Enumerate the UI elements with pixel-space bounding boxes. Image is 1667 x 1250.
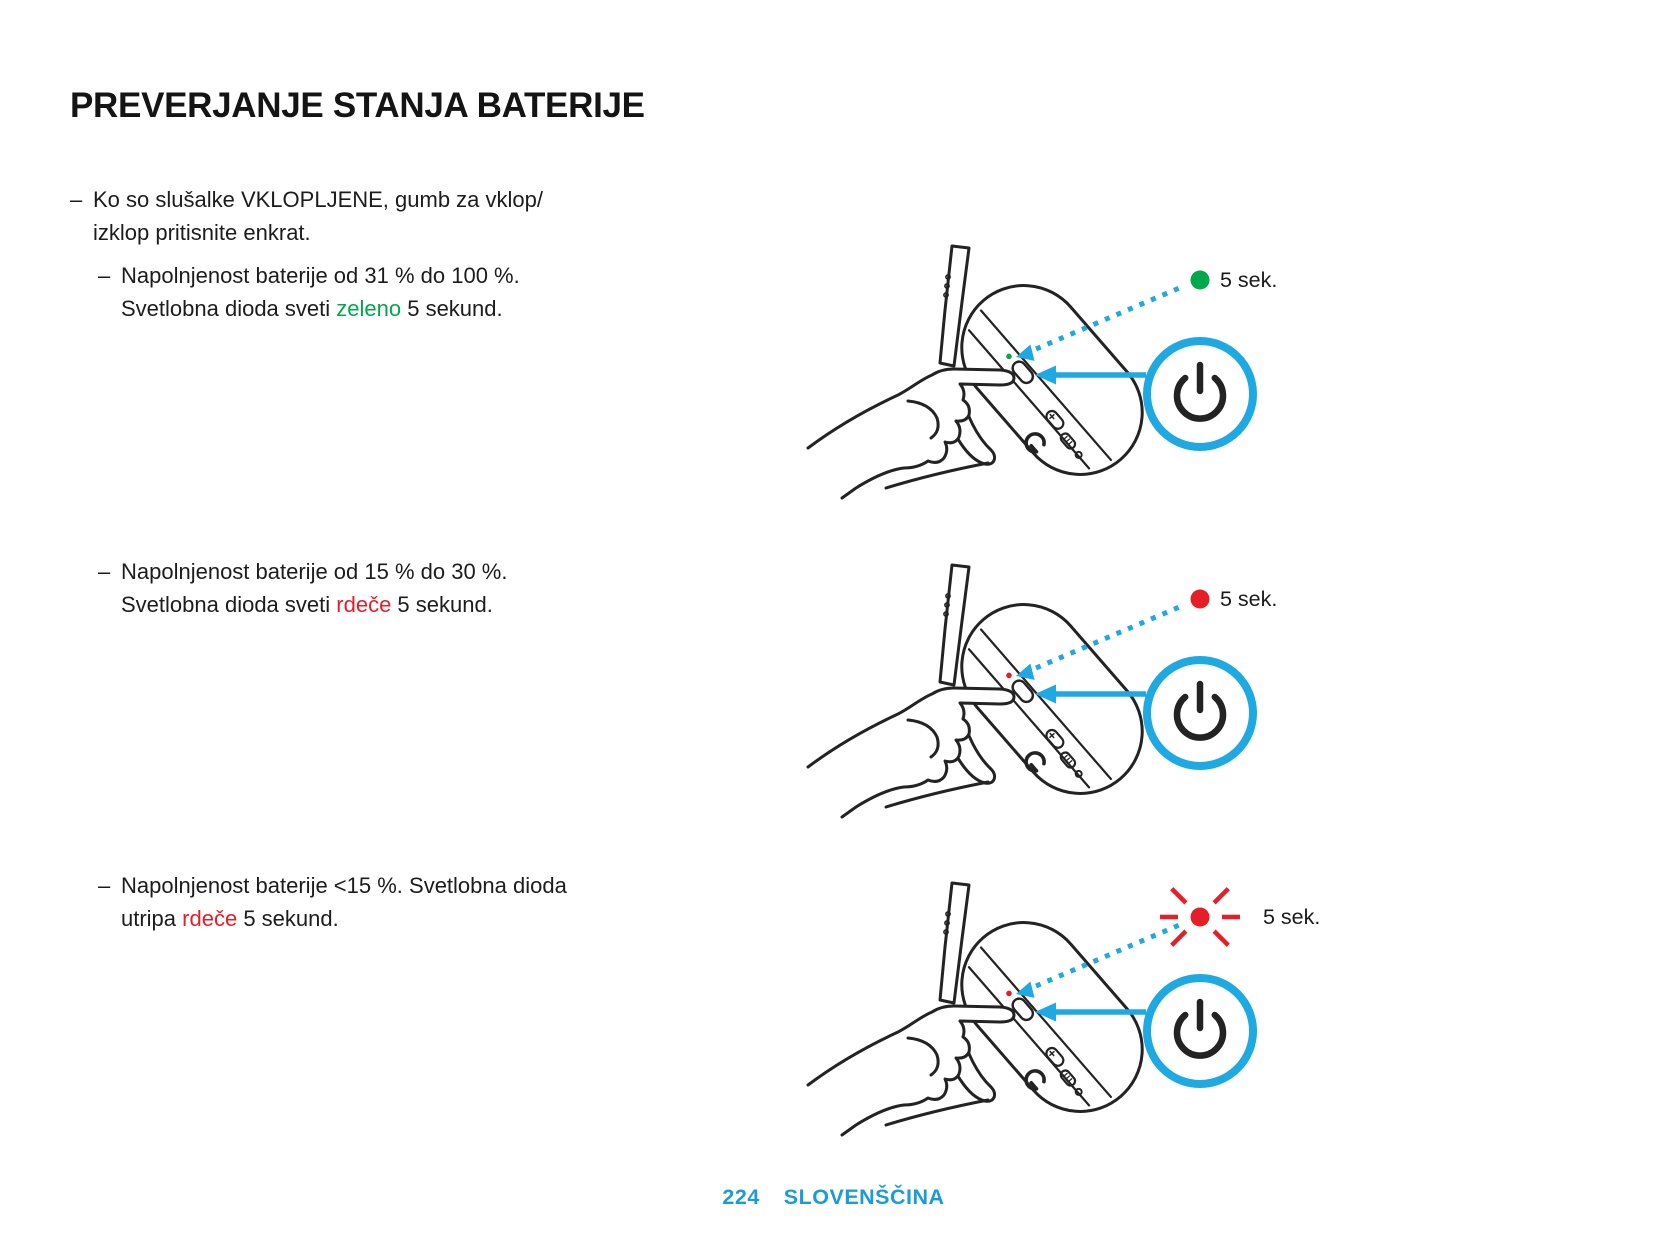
page-title: PREVERJANJE STANJA BATERIJE: [70, 86, 645, 126]
bullet-marker: –: [98, 263, 111, 288]
instruction-battery-below-15: [98, 869, 567, 935]
bullet-text: Napolnjenost baterije od 15 % do 30 %. Svetlobna dioda sveti rdeče 5 sekund.: [121, 559, 508, 617]
headset-figure-svg: [790, 857, 1350, 1147]
language-label: SLOVENŠČINA: [783, 1185, 945, 1209]
instruction-battery-15-30: [98, 555, 507, 621]
figure-battery-31-100: [790, 220, 1350, 510]
page-number: 224: [722, 1185, 760, 1209]
footer: [0, 1185, 1667, 1210]
bullet-text: Napolnjenost baterije <15 %. Svetlobna dioda utripa rdeče 5 sekund.: [121, 873, 567, 931]
instruction-battery-31-100: [98, 259, 520, 325]
bullet-text: Ko so slušalke VKLOPLJENE, gumb za vklop/ izklop pritisnite enkrat.: [93, 187, 543, 245]
instruction-main: [70, 183, 543, 249]
duration-label: 5 sek.: [1220, 268, 1278, 292]
figure-battery-below-15: [790, 857, 1350, 1147]
bullet-marker: –: [70, 187, 83, 212]
headset-figure-svg: [790, 220, 1350, 510]
bullet-marker: –: [98, 873, 111, 898]
headset-figure-svg: [790, 539, 1350, 829]
duration-label: 5 sek.: [1220, 587, 1278, 611]
bullet-text: Napolnjenost baterije od 31 % do 100 %. Svetlobna dioda sveti zeleno 5 sekund.: [121, 263, 520, 321]
duration-label: 5 sek.: [1263, 905, 1321, 929]
figure-battery-15-30: [790, 539, 1350, 829]
bullet-marker: –: [98, 559, 111, 584]
